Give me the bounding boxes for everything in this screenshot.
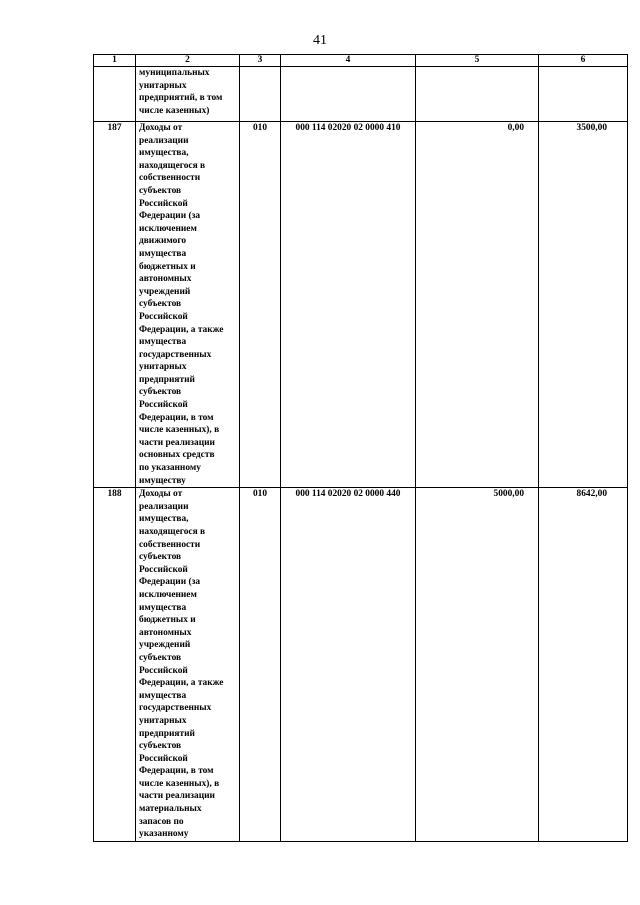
description-line: числе казенных)	[139, 105, 210, 116]
description-line: Российской	[139, 400, 188, 411]
description-line: имуществу	[139, 475, 186, 486]
description-line: субъектов	[139, 552, 182, 563]
description-line: унитарных	[139, 80, 187, 91]
description-line: материальных	[139, 804, 202, 815]
description-line: Доходы от	[139, 123, 183, 133]
description-line: Федерации, в том	[139, 766, 214, 777]
description-line: субъектов	[139, 741, 182, 752]
description-line: Российской	[139, 198, 188, 209]
description-line: учреждений	[139, 286, 191, 297]
description-line: собственности	[139, 173, 201, 184]
budget-table	[93, 54, 628, 842]
description-line: муниципальных	[139, 68, 210, 78]
cell-num: 188	[94, 488, 136, 842]
description-line: находящегося в	[139, 160, 206, 171]
description-line: Российской	[139, 311, 188, 322]
description-line: автономных	[139, 627, 192, 638]
cell-amount-prev: 5000,00	[416, 488, 539, 842]
description-line: учреждений	[139, 640, 191, 651]
cell-kbk: 000 114 02020 02 0000 440	[281, 488, 416, 842]
column-header-6: 6	[539, 55, 628, 67]
description-line: предприятий, в том	[139, 93, 223, 104]
description-line: исключением	[139, 223, 197, 234]
description-line: государственных	[139, 349, 212, 360]
description-line: предприятий	[139, 728, 195, 739]
description-line: указанному	[139, 829, 189, 840]
cell-num	[94, 67, 136, 122]
description-line: реализации	[139, 135, 189, 146]
description-line: числе казенных), в	[139, 425, 220, 436]
description-line: автономных	[139, 274, 192, 285]
description-line: движимого	[139, 236, 187, 247]
cell-kbk: 000 114 02020 02 0000 410	[281, 122, 416, 488]
description-line: имущества	[139, 690, 187, 701]
description-line: находящегося в	[139, 527, 206, 537]
description-line: Российской	[139, 564, 188, 575]
description-line: имущества	[139, 248, 187, 259]
description-line: Доходы от	[139, 489, 183, 500]
cell-amount-curr: 3500,00	[539, 122, 628, 488]
column-header-5: 5	[416, 55, 539, 67]
cell-num: 187	[94, 122, 136, 488]
description-line: числе казенных), в	[139, 778, 220, 789]
description-line: Федерации, а также	[139, 324, 224, 335]
cell-amount-curr	[539, 67, 628, 122]
cell-description	[136, 122, 240, 488]
column-header-4: 4	[281, 55, 416, 67]
cell-amount-prev	[416, 67, 539, 122]
cell-amount-prev: 0,00	[416, 122, 539, 488]
description-line: собственности	[139, 539, 201, 550]
table-row	[94, 488, 628, 842]
description-line: унитарных	[139, 362, 187, 373]
continuation-row	[94, 67, 628, 122]
description-line: субъектов	[139, 299, 182, 310]
column-header-3: 3	[240, 55, 281, 67]
description-line: унитарных	[139, 715, 187, 726]
description-line: субъектов	[139, 652, 182, 663]
description-line: Федерации (за	[139, 211, 201, 222]
column-number-row	[94, 55, 628, 67]
description-line: имущества,	[139, 514, 189, 525]
cell-admin-code: 010	[240, 122, 281, 488]
column-header-1: 1	[94, 55, 136, 67]
cell-description	[136, 67, 240, 122]
description-line: имущества	[139, 602, 187, 613]
description-line: основных средств	[139, 450, 215, 461]
description-line: бюджетных и	[139, 615, 196, 626]
description-line: запасов по	[139, 816, 184, 827]
description-line: Федерации, в том	[139, 412, 214, 423]
cell-description	[136, 488, 240, 842]
description-line: субъектов	[139, 185, 182, 196]
description-line: бюджетных и	[139, 261, 196, 272]
description-line: Российской	[139, 665, 188, 676]
description-line: предприятий	[139, 374, 195, 385]
description-line: исключением	[139, 589, 197, 600]
table-row	[94, 122, 628, 488]
description-line: субъектов	[139, 387, 182, 398]
cell-amount-curr: 8642,00	[539, 488, 628, 842]
description-line: реализации	[139, 501, 189, 512]
description-line: части реализации	[139, 791, 215, 802]
description-line: Федерации, а также	[139, 678, 224, 689]
description-line: части реализации	[139, 437, 215, 448]
cell-admin-code	[240, 67, 281, 122]
page-number: 41	[313, 33, 327, 48]
description-line: государственных	[139, 703, 212, 714]
description-line: по указанному	[139, 463, 201, 474]
description-line: имущества	[139, 337, 187, 348]
description-line: имущества,	[139, 148, 189, 159]
cell-kbk	[281, 67, 416, 122]
description-line: Российской	[139, 753, 188, 764]
column-header-2: 2	[136, 55, 240, 67]
description-line: Федерации (за	[139, 577, 201, 588]
cell-admin-code: 010	[240, 488, 281, 842]
